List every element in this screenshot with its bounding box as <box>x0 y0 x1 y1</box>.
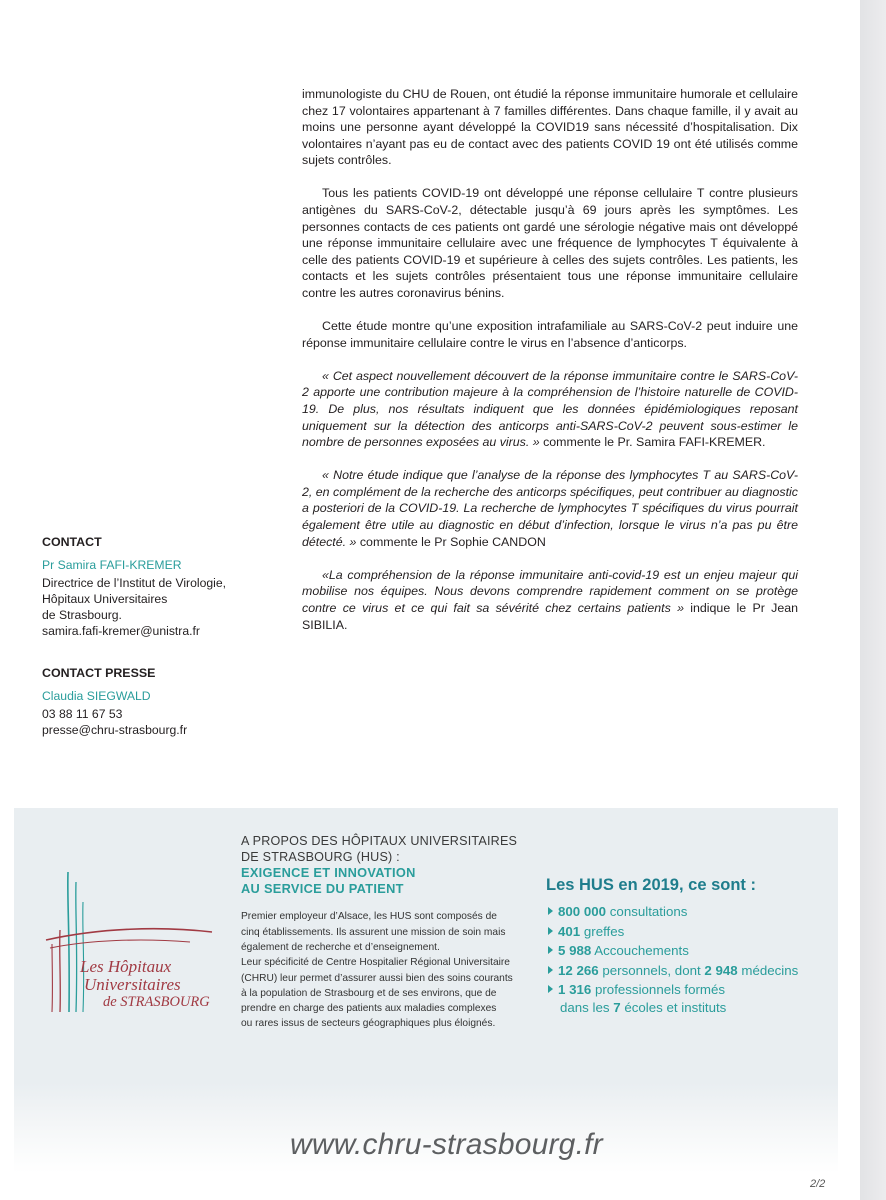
about-title: A PROPOS DES HÔPITAUX UNIVERSITAIRES <box>241 834 518 848</box>
about-line: prendre en charge des patients aux maladies complexes <box>241 1003 497 1015</box>
quote-text: «La compréhension de la réponse immunitaire anti-covid-19 est un enjeu majeur qui mobilise nos équipes. Nous devons comprendre rapidement comment on se protège contre ce virus et ce qui fait sa sévérité chez certains patients » <box>302 567 798 615</box>
quote-attribution: commente le Pr Sophie CANDON <box>356 534 546 549</box>
press-heading: CONTACT PRESSE <box>42 666 156 680</box>
quote-text: « Cet aspect nouvellement découvert de la réponse immunitaire contre le SARS-CoV-2 apporte une contribution majeure à la compréhension de l’histoire naturelle de COVID-19. De plus, nos résultats indiquent que les données épidémiologiques reposant uniquement sur la détection des anticorps anti-SARS-CoV-2 peuvent sous-estimer le nombre de personnes exposées au virus. » <box>302 368 798 450</box>
quote-paragraph <box>302 368 798 451</box>
about-block <box>241 834 529 1032</box>
arrow-right-icon <box>548 946 553 954</box>
quote-paragraph <box>302 567 798 633</box>
contact-role: Directrice de l’Institut de Virologie, <box>42 576 227 590</box>
website-link[interactable]: www.chru-strasbourg.fr <box>290 1128 603 1161</box>
about-title: DE STRASBOURG (HUS) : <box>241 849 400 864</box>
quote-attribution: indique le Pr Jean SIBILIA. <box>302 600 798 632</box>
about-tagline: EXIGENCE ET INNOVATION <box>241 865 416 881</box>
arrow-right-icon <box>548 985 553 993</box>
contact-heading: CONTACT <box>42 535 102 549</box>
article-paragraph: Tous les patients COVID-19 ont développé une réponse cellulaire T contre plusieurs antigènes du SARS-CoV-2, détectable jusqu’à 69 jours après les symptômes. Les personnes contacts de ces patients ont gardé une sérologie négative mais ont développé une réponse immunitaire cellulaire avec une fréquence de lymphocytes T équivalente à celle des patients COVID-19 et supérieure à celles des sujets contrôles. Les patients, les contacts et les sujets contrôles présentaient tous une réponse immunitaire cellulaire contre les autres coronavirus bénins. <box>302 186 798 301</box>
logo-text: Universitaires <box>84 975 181 994</box>
about-line: Premier employeur d’Alsace, les HUS sont composés de <box>241 911 497 923</box>
stats-block <box>546 876 846 1016</box>
press-email-link[interactable]: presse@chru-strasbourg.fr <box>42 723 188 737</box>
article-paragraph: Cette étude montre qu’une exposition intrafamiliale au SARS-CoV-2 peut induire une réponse immunitaire cellulaire contre le virus en l’absence d’anticorps. <box>302 319 798 350</box>
stat-item: 800 000 consultations <box>546 903 846 921</box>
about-line: ou rares issus de secteurs géographiques plus éloignés. <box>241 1018 496 1030</box>
arrow-right-icon <box>548 966 553 974</box>
about-description <box>241 909 529 1031</box>
logo-text: Les Hôpitaux <box>80 957 172 976</box>
press-phone: 03 88 11 67 53 <box>42 707 123 721</box>
contact-email-link[interactable]: samira.fafi-kremer@unistra.fr <box>42 624 200 638</box>
stat-item: 401 greffes <box>546 923 846 941</box>
quote-text: « Notre étude indique que l’analyse de la réponse des lymphocytes T au SARS-CoV-2, en complément de la recherche des anticorps spécifiques, peut contribuer au diagnostic a posteriori de la COVID-19. La recherche de lymphocytes T spécifiques du virus pourrait également être utile au diagnostic en début d’infection, lorsque le virus n’a pas pu être détecté. » <box>302 468 798 549</box>
contact-role: de Strasbourg. <box>42 608 122 622</box>
stat-item: 5 988 Accouchements <box>546 942 846 960</box>
stat-item: 1 316 professionnels formés <box>546 981 846 999</box>
press-name: Claudia SIEGWALD <box>42 689 151 703</box>
about-line: (CHRU) leur permet d’assurer aussi bien des soins courants <box>241 972 513 984</box>
page-number: 2/2 <box>810 1178 826 1190</box>
arrow-right-icon <box>548 927 553 935</box>
stat-item: 12 266 personnels, dont 2 948 médecins <box>546 962 846 980</box>
quote-paragraph <box>302 467 798 550</box>
about-line: à la population de Strasbourg et de ses environs, que de <box>241 987 497 999</box>
contact-name: Pr Samira FAFI-KREMER <box>42 558 182 572</box>
page-edge-shadow <box>860 0 886 1200</box>
article-paragraph: immunologiste du CHU de Rouen, ont étudié la réponse immunitaire humorale et cellulaire chez 17 volontaires appartenant à 7 familles différentes. Dans chaque famille, il y avait au moins une personne ayant développé la COVID19 sans nécessité d’hospitalisation. Dix volontaires n’ayant pas eu de contact avec des patients COVID 19 ont été utilisés comme sujets contrôles. <box>302 87 798 168</box>
quote-attribution: commente le Pr. Samira FAFI-KREMER. <box>539 435 766 450</box>
about-line: également de recherche et d’enseignement. <box>241 941 440 953</box>
about-tagline: AU SERVICE DU PATIENT <box>241 880 404 896</box>
about-line: Leur spécificité de Centre Hospitalier Régional Universitaire <box>241 957 510 969</box>
contact-role: Hôpitaux Universitaires <box>42 592 168 606</box>
logo-text: de STRASBOURG <box>103 994 210 1010</box>
contact-block <box>42 534 262 738</box>
stats-title: Les HUS en 2019, ce sont : <box>546 876 756 894</box>
stat-item-sub: dans les 7 écoles et instituts <box>560 999 727 1015</box>
article-body <box>302 86 798 650</box>
about-line: cinq établissements. Ils assurent une mission de soin mais <box>241 926 506 938</box>
arrow-right-icon <box>548 907 553 915</box>
